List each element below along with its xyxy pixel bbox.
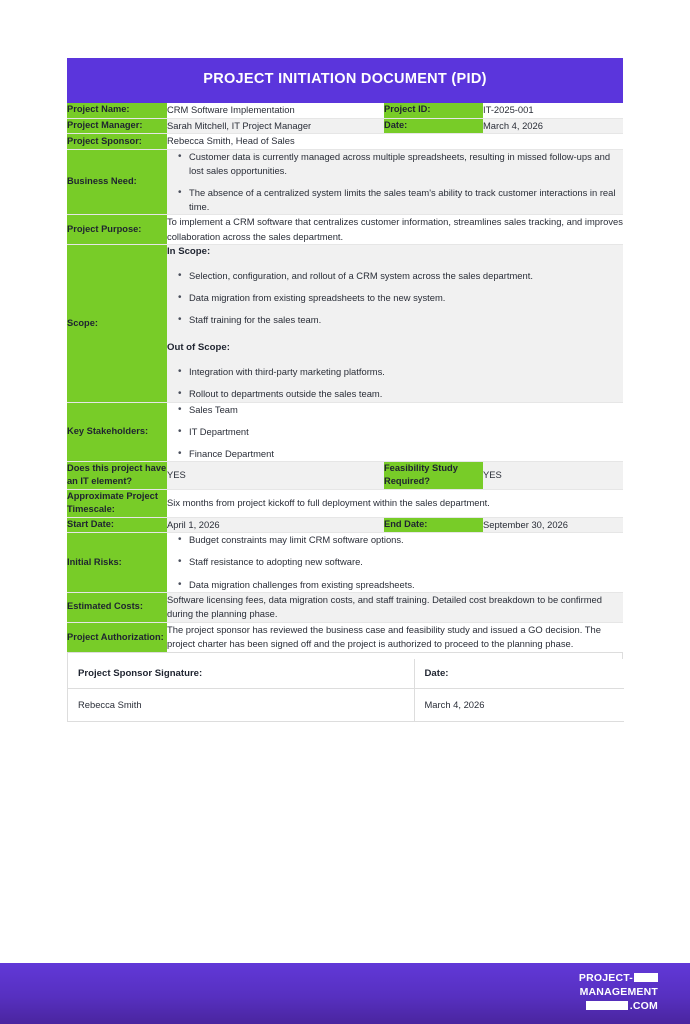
logo-line-3 [579, 1000, 658, 1014]
label-project-name: Project Name: [67, 103, 167, 118]
table-row-project-manager [67, 118, 623, 134]
label-initial-risks: Initial Risks: [67, 533, 167, 592]
label-project-purpose: Project Purpose: [67, 215, 167, 245]
table-row-initial-risks [67, 533, 623, 592]
label-project-id: Project ID: [384, 103, 483, 118]
logo-text-project: PROJECT- [578, 972, 633, 984]
label-project-manager: Project Manager: [67, 118, 167, 134]
logo-line-2: MANAGEMENT [579, 985, 658, 998]
list-item: • Staff training for the sales team. [180, 313, 623, 327]
value-project-name: CRM Software Implementation [167, 103, 384, 118]
logo-line-1 [579, 972, 658, 986]
value-timescale: Six months from project kickoff to full deployment within the sales department. [167, 489, 623, 517]
out-of-scope-list [167, 365, 623, 401]
list-item: • The absence of a centralized system limits the sales team's ability to track customer interactions in real time. [180, 186, 623, 214]
in-scope-heading: In Scope: [167, 246, 211, 258]
table-row-estimated-costs [67, 592, 623, 622]
table-row-project-purpose [67, 215, 623, 245]
label-it-element: Does this project have an IT element? [67, 461, 167, 489]
label-feasibility-study: Feasibility Study Required? [384, 461, 483, 489]
list-item: • Sales Team [180, 403, 623, 417]
signature-table [68, 659, 624, 722]
list-item: • Budget constraints may limit CRM software options. [180, 533, 623, 547]
value-signature-date: March 4, 2026 [414, 688, 624, 721]
list-item: • Rollout to departments outside the sales team. [180, 387, 623, 401]
pid-document [67, 58, 623, 722]
value-end-date: September 30, 2026 [483, 517, 623, 533]
list-item: • Finance Department [180, 447, 623, 461]
signature-header-row [68, 659, 624, 689]
value-key-stakeholders [167, 402, 623, 461]
value-estimated-costs: Software licensing fees, data migration costs, and staff training. Detailed cost breakdown to be confirmed during the planning phase. [167, 592, 623, 622]
table-row-timescale [67, 489, 623, 517]
list-item: • Data migration challenges from existing spreadsheets. [180, 578, 623, 592]
footer-bar [0, 963, 690, 1024]
table-row-key-stakeholders [67, 402, 623, 461]
value-it-element: YES [167, 461, 384, 489]
value-sponsor-signature: Rebecca Smith [68, 688, 414, 721]
in-scope-list [167, 269, 623, 327]
value-feasibility-study: YES [483, 461, 623, 489]
logo-text-com: .COM [629, 999, 658, 1012]
logo-block-icon [634, 973, 658, 982]
label-signature-date: Date: [414, 659, 624, 689]
list-item: • Staff resistance to adopting new software. [180, 555, 623, 569]
value-project-id: IT-2025-001 [483, 103, 623, 118]
table-row-scope [67, 245, 623, 402]
list-item: • Integration with third-party marketing platforms. [180, 365, 623, 379]
signature-block [67, 652, 623, 722]
pid-table [67, 103, 623, 652]
value-start-date: April 1, 2026 [167, 517, 384, 533]
project-management-logo [579, 972, 658, 1014]
logo-block-icon [586, 1001, 628, 1010]
out-of-scope-heading: Out of Scope: [167, 342, 230, 354]
key-stakeholders-list [167, 403, 623, 461]
label-project-sponsor: Project Sponsor: [67, 134, 167, 150]
page-title: PROJECT INITIATION DOCUMENT (PID) [67, 58, 623, 103]
label-project-authorization: Project Authorization: [67, 622, 167, 652]
table-row-it-element [67, 461, 623, 489]
list-item: • IT Department [180, 425, 623, 439]
list-item: • Data migration from existing spreadsheets to the new system. [180, 291, 623, 305]
value-date: March 4, 2026 [483, 118, 623, 134]
initial-risks-list [167, 533, 623, 591]
label-estimated-costs: Estimated Costs: [67, 592, 167, 622]
table-row-project-sponsor [67, 134, 623, 150]
label-start-date: Start Date: [67, 517, 167, 533]
label-key-stakeholders: Key Stakeholders: [67, 402, 167, 461]
list-item: • Selection, configuration, and rollout of a CRM system across the sales department. [180, 269, 623, 283]
label-date: Date: [384, 118, 483, 134]
business-need-list [167, 150, 623, 214]
table-row-project-name [67, 103, 623, 118]
value-project-authorization: The project sponsor has reviewed the business case and feasibility study and issued a GO decision. The project charter has been signed off and the project is authorized to proceed to the planning phase. [167, 622, 623, 652]
value-initial-risks [167, 533, 623, 592]
value-business-need [167, 149, 623, 214]
label-sponsor-signature: Project Sponsor Signature: [68, 659, 414, 689]
list-item: • Customer data is currently managed across multiple spreadsheets, resulting in missed follow-ups and lost sales opportunities. [180, 150, 623, 178]
value-project-manager: Sarah Mitchell, IT Project Manager [167, 118, 384, 134]
label-end-date: End Date: [384, 517, 483, 533]
value-project-sponsor: Rebecca Smith, Head of Sales [167, 134, 623, 150]
table-row-dates [67, 517, 623, 533]
value-project-purpose: To implement a CRM software that centralizes customer information, streamlines sales tracking, and improves collaboration across the sales department. [167, 215, 623, 245]
table-row-business-need [67, 149, 623, 214]
table-row-project-authorization [67, 622, 623, 652]
label-timescale: Approximate Project Timescale: [67, 489, 167, 517]
label-business-need: Business Need: [67, 149, 167, 214]
label-scope: Scope: [67, 245, 167, 402]
signature-value-row [68, 688, 624, 721]
value-scope [167, 245, 623, 402]
